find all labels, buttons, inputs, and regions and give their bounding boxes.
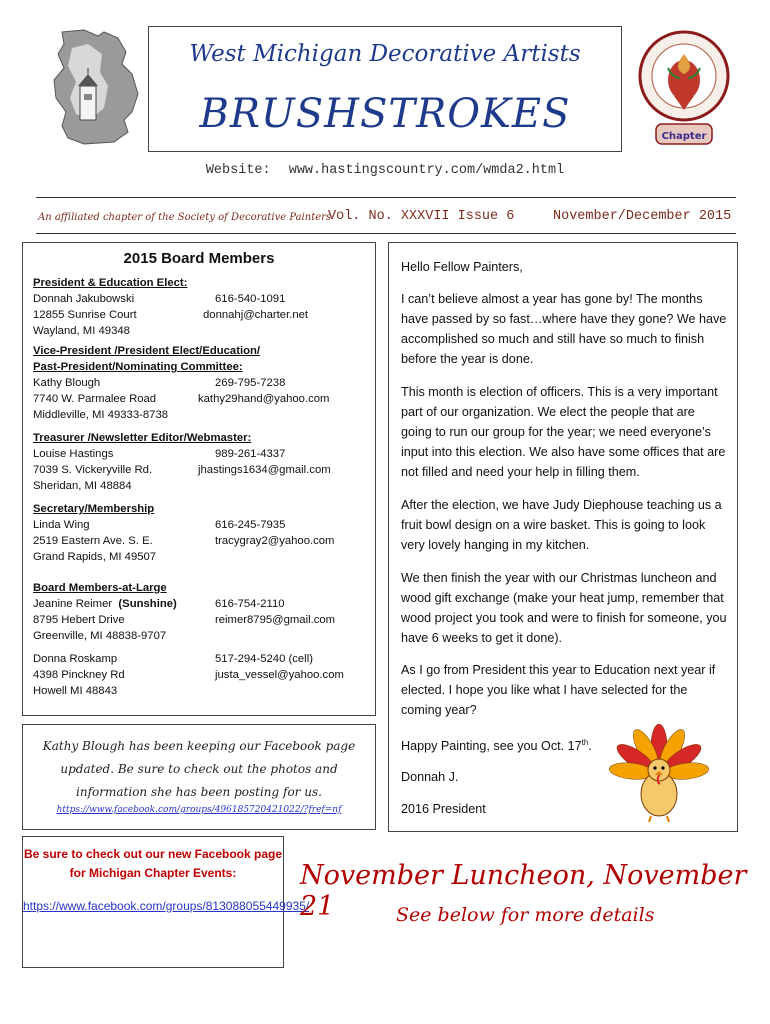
officer-address: 7740 W. Parmalee Road (33, 393, 157, 405)
officer-email[interactable]: reimer8795@gmail.com (215, 614, 336, 626)
issue-date: November/December 2015 (553, 209, 732, 224)
officer-address: 7039 S. Vickeryville Rd. (33, 464, 153, 476)
officer-treasurer (33, 430, 369, 494)
officer-email[interactable]: tracygray2@yahoo.com (215, 535, 335, 547)
officer-address: 12855 Sunrise Court (33, 309, 137, 321)
officer-at-large-1 (33, 580, 369, 644)
officer-city: Greenville, MI 48838-9707 (33, 630, 167, 642)
website-link[interactable]: www.hastingscountry.com/wmda2.html (288, 163, 565, 178)
officer-phone: 616-245-7935 (215, 519, 286, 531)
officer-city: Howell MI 48843 (33, 685, 118, 697)
role-label: President & Education Elect: (33, 277, 188, 289)
closing-suffix: th (581, 738, 589, 747)
officer-email[interactable]: jhastings1634@gmail.com (198, 464, 331, 476)
letter-paragraph: This month is election of officers. This is a very important part of our organization. We elect the people that are going to run our group for the year; we need everyone’s input into this election. We also have some offices that are not filled and need your help in filling them. (401, 385, 726, 479)
letter-paragraph: We then finish the year with our Christmas luncheon and wood gift exchange (make your heat jump, remember that wood project you took and were to finish for someone, you have 6 weeks to get it done). (401, 571, 727, 645)
role-label: Secretary/Membership (33, 503, 155, 515)
facebook-note-text: Kathy Blough has been keeping our Facebook page updated. Be sure to check out the photos and information she has been posting for us. (42, 739, 356, 799)
board-title: 2015 Board Members (123, 250, 275, 267)
officer-address: 8795 Hebert Drive (33, 614, 125, 626)
officer-phone: 616-754-2110 (215, 598, 285, 610)
officer-name-note: (Sunshine) (118, 598, 177, 610)
chapter-facebook-box (22, 836, 310, 968)
michigan-map-logo (44, 28, 144, 146)
officer-email[interactable]: donnahj@charter.net (203, 309, 309, 321)
volume-number: Vol. No. XXXVII Issue 6 (328, 209, 515, 224)
officer-name: Louise Hastings (33, 448, 114, 460)
letter-closing (401, 733, 611, 756)
officer-phone: 989-261-4337 (215, 448, 286, 460)
letter-greeting: Hello Fellow Painters, (401, 260, 523, 274)
role-label: Vice-President /President Elect/Education/ (33, 345, 261, 357)
letter-paragraph: I can’t believe almost a year has gone by! The months have passed by so fast…where have they gone? We have accomplished so much and still have so much to finish before the year is done. (401, 292, 727, 366)
society-seal-logo (636, 24, 732, 148)
officer-name: Donna Roskamp (33, 653, 118, 665)
officer-secretary (33, 501, 369, 565)
officer-president (33, 275, 369, 339)
letter-paragraph: After the election, we have Judy Diephouse teaching us a fruit bowl design on a wire basket. This is going to look very lovely hanging in my kitchen. (401, 498, 722, 552)
officer-city: Grand Rapids, MI 49507 (33, 551, 157, 563)
officer-name: Linda Wing (33, 519, 90, 531)
tagline: An affiliated chapter of the Society of Decorative Painters (38, 212, 332, 223)
officer-phone: 517-294-5240 (cell) (215, 653, 313, 665)
newsletter-title: BRUSHSTROKES (199, 91, 571, 137)
officer-phone: 616-540-1091 (215, 293, 286, 305)
officer-vice-president (33, 343, 369, 423)
chapter-facebook-link[interactable]: https://www.facebook.com/groups/813088055449935/ (23, 899, 310, 913)
letter-signature-title: 2016 President (401, 802, 486, 816)
letter-paragraph: As I go from President this year to Education next year if elected. I hope you like what I have selected for the coming year? (401, 663, 716, 717)
seal-chapter-label: Chapter (661, 131, 707, 142)
chapter-heading: Be sure to check out our new Facebook page for Michigan Chapter Events: (23, 847, 283, 880)
luncheon-subtitle: See below for more details (396, 904, 655, 926)
closing-end: . (588, 739, 592, 754)
officer-at-large-2 (33, 651, 369, 699)
turkey-icon (607, 724, 711, 824)
website-line (0, 163, 770, 178)
officer-address: 2519 Eastern Ave. S. E. (33, 535, 153, 547)
role-label: Treasurer /Newsletter Editor/Webmaster: (33, 432, 252, 444)
divider (36, 233, 736, 234)
role-label: Board Members-at-Large (33, 582, 167, 594)
website-label: Website: (205, 163, 271, 178)
divider (36, 197, 736, 198)
officer-city: Wayland, MI 49348 (33, 325, 130, 337)
letter-signature: Donnah J. (401, 770, 459, 784)
role-label: Past-President/Nominating Committee: (33, 361, 243, 373)
officer-name: Donnah Jakubowski (33, 293, 135, 305)
officer-city: Middleville, MI 49333-8738 (33, 409, 169, 421)
facebook-note-box (22, 724, 376, 830)
officer-name: Kathy Blough (33, 377, 101, 389)
masthead-box (148, 26, 622, 152)
officer-address: 4398 Pinckney Rd (33, 669, 125, 681)
board-members-box (22, 242, 376, 716)
closing-text: Happy Painting, see you Oct. 17 (401, 739, 582, 754)
officer-name: Jeanine Reimer (33, 598, 113, 610)
officer-phone: 269-795-7238 (215, 377, 286, 389)
luncheon-title: November Luncheon, November 21 (300, 860, 747, 922)
officer-city: Sheridan, MI 48884 (33, 480, 132, 492)
officer-email[interactable]: kathy29hand@yahoo.com (198, 393, 330, 405)
officer-email[interactable]: justa_vessel@yahoo.com (215, 669, 344, 681)
org-name: West Michigan Decorative Artists (189, 41, 581, 67)
facebook-group-link[interactable]: https://www.facebook.com/groups/496185720421022/?fref=nf (56, 805, 342, 815)
